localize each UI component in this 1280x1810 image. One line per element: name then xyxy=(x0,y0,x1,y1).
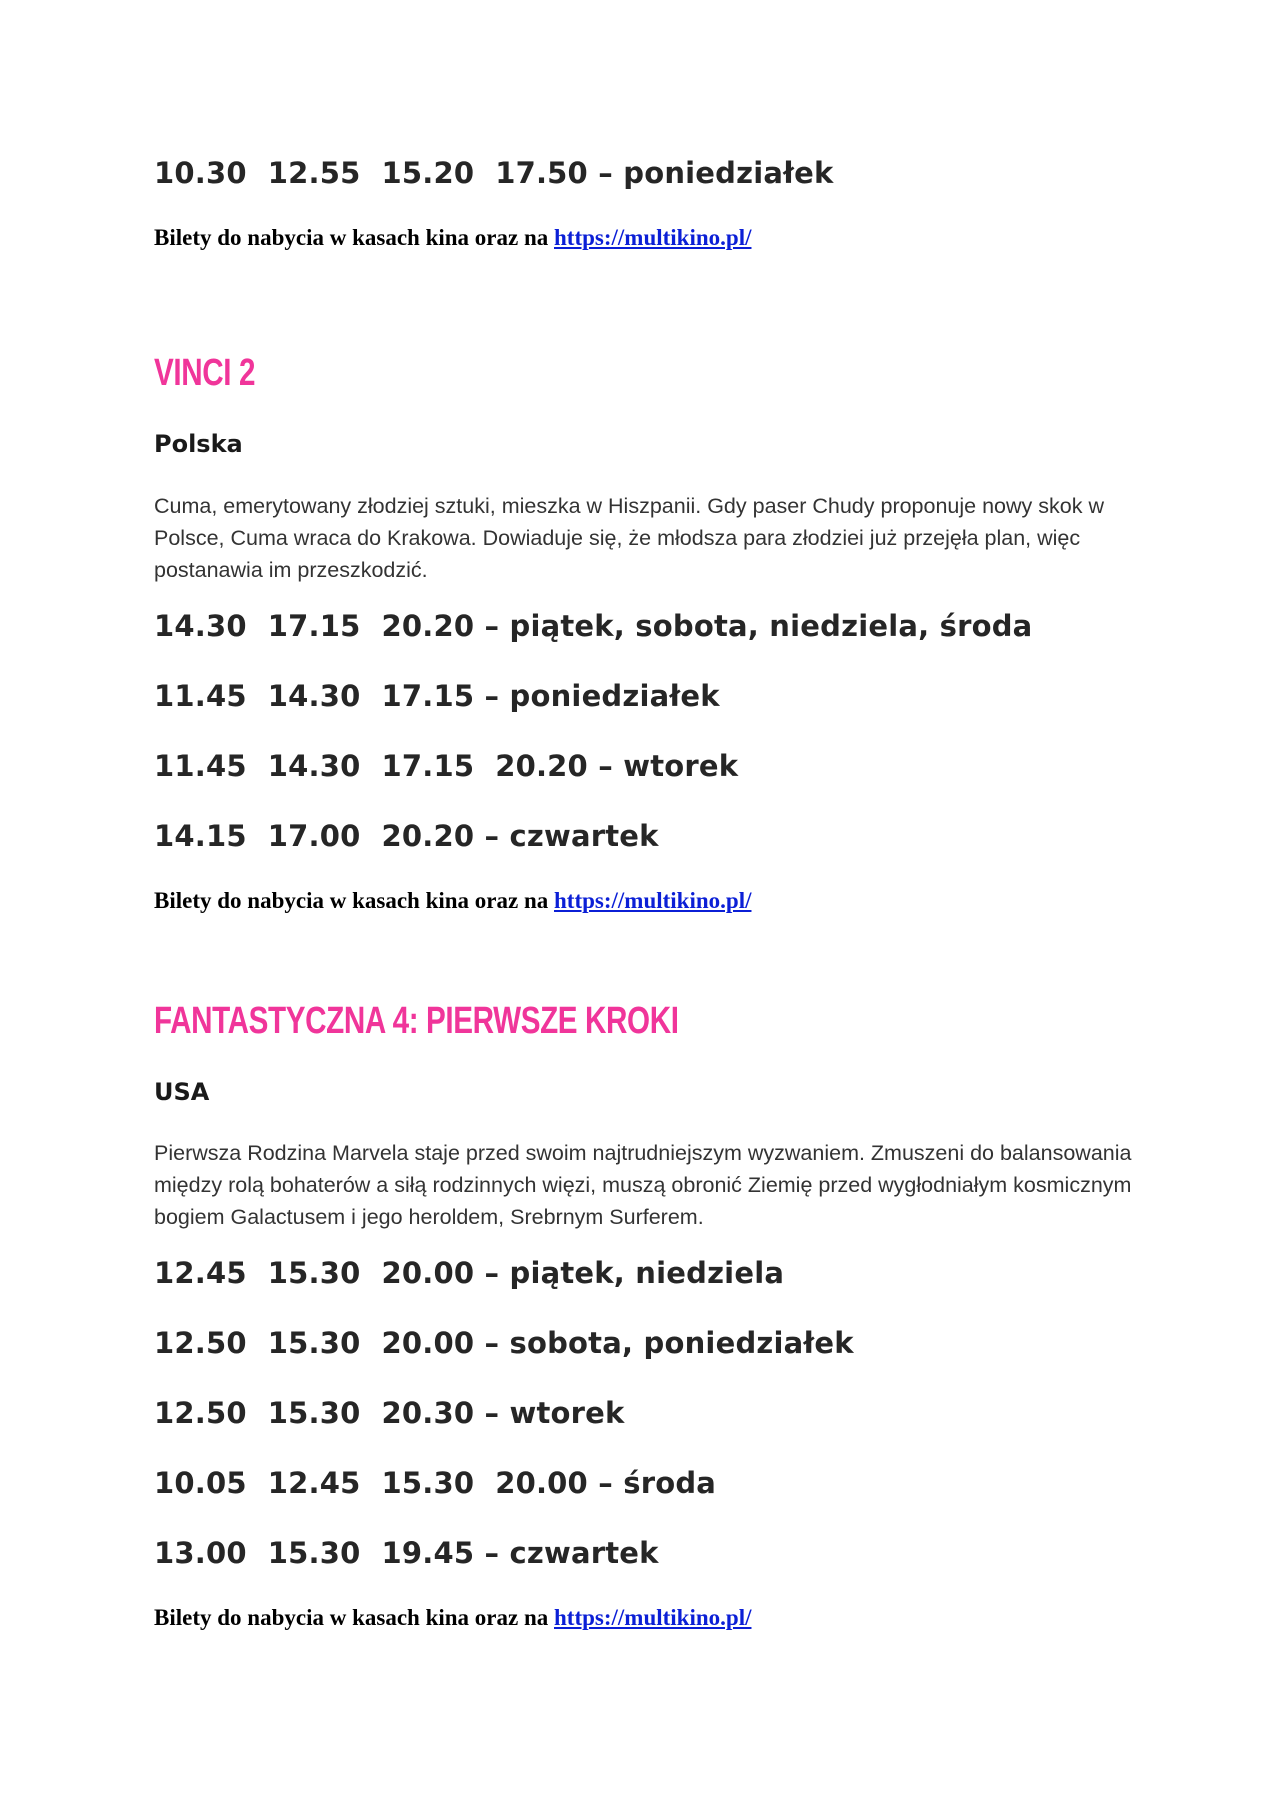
showtime: 15.30 xyxy=(267,1396,361,1430)
showtime-row xyxy=(154,156,833,190)
showtime: 12.45 xyxy=(154,1256,247,1290)
showtime: 12.50 xyxy=(154,1326,247,1360)
showtime-days: – piątek, sobota, niedziela, środa xyxy=(484,609,1033,643)
showtime: 14.30 xyxy=(267,749,361,783)
film-title: FANTASTYCZNA 4: PIERWSZE KROKI xyxy=(154,1000,679,1042)
tickets-link[interactable]: https://multikino.pl/ xyxy=(554,888,752,913)
showtime: 12.50 xyxy=(154,1396,247,1430)
tickets-text: Bilety do nabycia w kasach kina oraz na xyxy=(154,888,549,913)
film-description: Cuma, emerytowany złodziej sztuki, mieszka w Hiszpanii. Gdy paser Chudy proponuje nowy skok w Polsce, Cuma wraca do Krakowa. Dowiaduje się, że młodsza para złodziei już przejęła plan, więc postanawia im przeszkodzić. xyxy=(154,494,1104,582)
showtime: 12.45 xyxy=(267,1466,361,1500)
showtime: 20.00 xyxy=(495,1466,588,1500)
tickets-line xyxy=(154,888,751,914)
showtime: 20.20 xyxy=(495,749,588,783)
showtime-row xyxy=(154,749,738,783)
tickets-text: Bilety do nabycia w kasach kina oraz na xyxy=(154,225,549,250)
showtime: 20.30 xyxy=(381,1396,475,1430)
showtime: 20.20 xyxy=(381,609,475,643)
showtime-days: – czwartek xyxy=(484,1536,659,1570)
showtime: 15.30 xyxy=(267,1326,361,1360)
showtime: 20.00 xyxy=(381,1326,475,1360)
showtime-row xyxy=(154,1396,625,1430)
showtime: 10.30 xyxy=(154,156,247,190)
showtime-days: – wtorek xyxy=(484,1396,625,1430)
showtime: 13.00 xyxy=(154,1536,247,1570)
showtime: 10.05 xyxy=(154,1466,247,1500)
showtime: 15.30 xyxy=(267,1536,361,1570)
showtime-days: – czwartek xyxy=(484,819,659,853)
tickets-link[interactable]: https://multikino.pl/ xyxy=(554,225,752,250)
showtime-days: – sobota, poniedziałek xyxy=(484,1326,854,1360)
showtime-days: – poniedziałek xyxy=(484,679,720,713)
showtime: 11.45 xyxy=(154,679,247,713)
film-country: USA xyxy=(154,1078,210,1106)
showtime: 17.50 xyxy=(495,156,588,190)
showtime: 15.20 xyxy=(381,156,475,190)
showtime: 11.45 xyxy=(154,749,247,783)
showtime-row xyxy=(154,1466,716,1500)
showtime: 19.45 xyxy=(381,1536,475,1570)
showtime-days: – wtorek xyxy=(598,749,739,783)
showtime: 12.55 xyxy=(267,156,361,190)
showtime: 20.20 xyxy=(381,819,475,853)
showtime-row xyxy=(154,1536,659,1570)
showtime: 14.15 xyxy=(154,819,247,853)
showtime-row xyxy=(154,1256,784,1290)
showtime-days: – środa xyxy=(598,1466,717,1500)
tickets-text: Bilety do nabycia w kasach kina oraz na xyxy=(154,1605,549,1630)
showtime-days: – poniedziałek xyxy=(598,156,834,190)
tickets-line xyxy=(154,1605,751,1631)
showtime: 14.30 xyxy=(267,679,361,713)
showtime: 20.00 xyxy=(381,1256,475,1290)
showtime-row xyxy=(154,679,720,713)
showtime: 17.15 xyxy=(381,679,475,713)
showtime-days: – piątek, niedziela xyxy=(484,1256,785,1290)
showtime: 14.30 xyxy=(154,609,247,643)
tickets-line xyxy=(154,225,751,251)
film-country: Polska xyxy=(154,430,243,458)
showtime: 15.30 xyxy=(267,1256,361,1290)
showtime: 15.30 xyxy=(381,1466,475,1500)
film-title: VINCI 2 xyxy=(154,352,256,394)
showtime-row xyxy=(154,1326,854,1360)
showtime-row xyxy=(154,609,1032,643)
tickets-link[interactable]: https://multikino.pl/ xyxy=(554,1605,752,1630)
showtime: 17.15 xyxy=(381,749,475,783)
showtime-row xyxy=(154,819,659,853)
showtime: 17.00 xyxy=(267,819,361,853)
showtime: 17.15 xyxy=(267,609,361,643)
film-description: Pierwsza Rodzina Marvela staje przed swoim najtrudniejszym wyzwaniem. Zmuszeni do balansowania między rolą bohaterów a siłą rodzinnych więzi, muszą obronić Ziemię przed wygłodniałym kosmicznym bogiem Galactusem i jego heroldem, Srebrnym Surferem. xyxy=(154,1141,1132,1229)
